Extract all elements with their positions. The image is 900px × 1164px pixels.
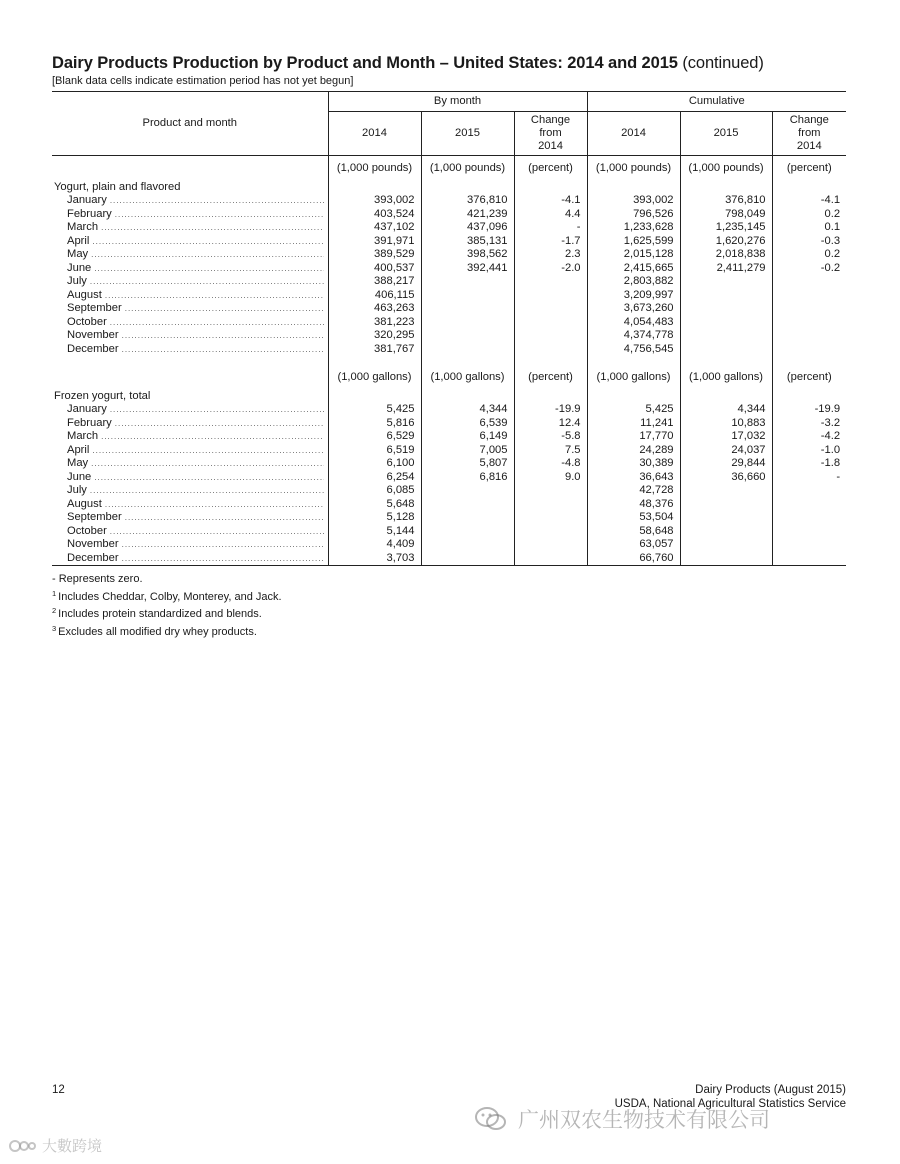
month-change-value: -2.0 (514, 262, 587, 276)
cumulative-2015-value: 10,883 (680, 417, 772, 431)
dot-leader (105, 498, 324, 512)
table-row (52, 498, 846, 512)
month-2015-value: 398,562 (421, 248, 514, 262)
table-row (52, 289, 846, 303)
cumulative-change-value (772, 484, 846, 498)
month-name: January (67, 194, 107, 206)
month-2015-value (421, 329, 514, 343)
cumulative-change-value: 0.2 (772, 248, 846, 262)
month-label-cell (52, 417, 328, 431)
cumulative-2014-value: 1,233,628 (587, 221, 680, 235)
cumulative-change-value: -0.3 (772, 235, 846, 249)
unit-label: (1,000 gallons) (680, 365, 772, 389)
cumulative-2015-value: 2,018,838 (680, 248, 772, 262)
month-2014-value: 5,144 (328, 525, 421, 539)
header-cumulative-2014: 2014 (587, 112, 680, 156)
month-label-cell (52, 511, 328, 525)
cumulative-2014-value: 63,057 (587, 538, 680, 552)
month-change-value: -4.1 (514, 194, 587, 208)
dot-leader (94, 262, 323, 276)
month-2014-value: 388,217 (328, 275, 421, 289)
month-change-value (514, 275, 587, 289)
cumulative-change-value: - (772, 471, 846, 485)
month-2014-value: 403,524 (328, 208, 421, 222)
table-row (52, 194, 846, 208)
month-2014-value: 6,529 (328, 430, 421, 444)
month-2014-value: 5,128 (328, 511, 421, 525)
table-row (52, 403, 846, 417)
cumulative-2014-value: 796,526 (587, 208, 680, 222)
cumulative-change-value (772, 343, 846, 357)
cumulative-change-value (772, 511, 846, 525)
month-name: September (67, 511, 122, 523)
table-row (52, 302, 846, 316)
month-name: July (67, 484, 87, 496)
cumulative-2015-value (680, 275, 772, 289)
header-cumulative: Cumulative (587, 92, 846, 112)
month-2015-value: 421,239 (421, 208, 514, 222)
month-2014-value: 3,703 (328, 552, 421, 566)
cumulative-change-value (772, 525, 846, 539)
month-2014-value: 393,002 (328, 194, 421, 208)
unit-label: (percent) (772, 365, 846, 389)
footnote: - Represents zero. (52, 573, 143, 585)
month-name: April (67, 234, 90, 247)
month-label-cell (52, 343, 328, 357)
dot-leader (125, 511, 324, 525)
page-title (52, 54, 764, 73)
wechat-icon (474, 1106, 508, 1132)
month-2014-value: 389,529 (328, 248, 421, 262)
table-row (52, 471, 846, 485)
unit-label: (1,000 pounds) (680, 156, 772, 181)
month-name: June (67, 470, 92, 483)
cumulative-2014-value: 3,209,997 (587, 289, 680, 303)
unit-label: (1,000 pounds) (587, 156, 680, 181)
dot-leader (91, 248, 323, 262)
month-2015-value: 6,149 (421, 430, 514, 444)
cumulative-change-value: -0.2 (772, 262, 846, 276)
header-by-month: By month (328, 92, 587, 112)
cumulative-change-value: -1.8 (772, 457, 846, 471)
dot-leader (115, 417, 324, 431)
month-label-cell (52, 262, 328, 276)
month-2015-value (421, 343, 514, 357)
month-2014-value: 391,971 (328, 235, 421, 249)
cumulative-2015-value (680, 289, 772, 303)
publication-agency: USDA, National Agricultural Statistics Service (614, 1097, 846, 1110)
month-2015-value (421, 316, 514, 330)
cumulative-2015-value (680, 525, 772, 539)
month-2014-value: 406,115 (328, 289, 421, 303)
table-row (52, 221, 846, 235)
dot-leader (92, 235, 323, 249)
month-change-value: -4.8 (514, 457, 587, 471)
publication-title: Dairy Products (August 2015) (695, 1084, 846, 1096)
brand-logo-icon (8, 1136, 38, 1156)
cumulative-2014-value: 3,673,260 (587, 302, 680, 316)
unit-label: (1,000 gallons) (328, 365, 421, 389)
month-2014-value: 6,519 (328, 444, 421, 458)
month-change-value (514, 552, 587, 566)
dot-leader (90, 275, 324, 289)
cumulative-change-value (772, 275, 846, 289)
dot-leader (105, 289, 324, 303)
table-row (52, 525, 846, 539)
cumulative-2014-value: 11,241 (587, 417, 680, 431)
month-name: October (67, 315, 107, 328)
month-label-cell (52, 208, 328, 222)
footnote: $^3$ Excludes all modified dry whey products. (52, 623, 257, 638)
dot-leader (101, 221, 323, 235)
month-label-cell (52, 221, 328, 235)
cumulative-2015-value: 2,411,279 (680, 262, 772, 276)
dot-leader (110, 194, 324, 208)
unit-label: (percent) (514, 156, 587, 181)
watermark-company: 广州双农生物技术有限公司 (474, 1104, 770, 1134)
table-row (52, 316, 846, 330)
table-row (52, 248, 846, 262)
cumulative-change-value: 0.2 (772, 208, 846, 222)
month-label-cell (52, 403, 328, 417)
footnote: $^2$ Includes protein standardized and blends. (52, 606, 262, 620)
dot-leader (122, 552, 324, 566)
cumulative-change-value (772, 316, 846, 330)
units-row (52, 156, 846, 181)
cumulative-2015-value (680, 538, 772, 552)
month-label-cell (52, 538, 328, 552)
footnotes (52, 573, 282, 639)
cumulative-2015-value: 29,844 (680, 457, 772, 471)
month-label-cell (52, 302, 328, 316)
cumulative-2015-value (680, 329, 772, 343)
cumulative-2015-value (680, 552, 772, 566)
month-label-cell (52, 552, 328, 566)
month-label-cell (52, 194, 328, 208)
month-change-value (514, 498, 587, 512)
cumulative-2014-value: 4,756,545 (587, 343, 680, 357)
month-2014-value: 6,254 (328, 471, 421, 485)
cumulative-2014-value: 58,648 (587, 525, 680, 539)
cumulative-2014-value: 5,425 (587, 403, 680, 417)
cumulative-2015-value (680, 316, 772, 330)
page-number: 12 (52, 1084, 65, 1096)
dot-leader (91, 457, 323, 471)
month-label-cell (52, 484, 328, 498)
month-label-cell (52, 329, 328, 343)
month-name: March (67, 430, 99, 442)
table-row (52, 484, 846, 498)
month-2014-value: 5,425 (328, 403, 421, 417)
month-2015-value: 6,816 (421, 471, 514, 485)
month-name: March (67, 221, 99, 233)
cumulative-2015-value (680, 511, 772, 525)
header-cumulative-change: Change from 2014 (772, 112, 846, 156)
cumulative-change-value (772, 329, 846, 343)
dot-leader (125, 302, 324, 316)
cumulative-2015-value: 24,037 (680, 444, 772, 458)
dot-leader (115, 208, 324, 222)
table-row (52, 235, 846, 249)
cumulative-2014-value: 4,054,483 (587, 316, 680, 330)
month-name: October (67, 524, 107, 537)
header-month-2014: 2014 (328, 112, 421, 156)
header-cumulative-2015: 2015 (680, 112, 772, 156)
month-label-cell (52, 430, 328, 444)
month-2015-value: 6,539 (421, 417, 514, 431)
month-2014-value: 4,409 (328, 538, 421, 552)
month-label-cell (52, 525, 328, 539)
unit-label: (1,000 gallons) (587, 365, 680, 389)
table-row (52, 444, 846, 458)
table-row (52, 457, 846, 471)
month-label-cell (52, 235, 328, 249)
dot-leader (92, 444, 323, 458)
header-row-groups (52, 92, 846, 112)
cumulative-2014-value: 48,376 (587, 498, 680, 512)
month-2015-value: 4,344 (421, 403, 514, 417)
section-header-row (52, 180, 846, 194)
month-name: December (67, 551, 119, 564)
cumulative-2014-value: 17,770 (587, 430, 680, 444)
month-2015-value (421, 289, 514, 303)
month-2014-value: 400,537 (328, 262, 421, 276)
cumulative-change-value (772, 498, 846, 512)
header-product-and-month: Product and month (52, 92, 328, 156)
cumulative-change-value (772, 552, 846, 566)
month-change-value (514, 343, 587, 357)
month-label-cell (52, 316, 328, 330)
month-2014-value: 437,102 (328, 221, 421, 235)
cumulative-2015-value (680, 343, 772, 357)
production-table (52, 91, 846, 566)
dot-leader (101, 430, 323, 444)
month-change-value (514, 538, 587, 552)
month-change-value: 2.3 (514, 248, 587, 262)
unit-label: (1,000 gallons) (421, 365, 514, 389)
month-2014-value: 381,223 (328, 316, 421, 330)
month-name: July (67, 275, 87, 287)
unit-label: (1,000 pounds) (328, 156, 421, 181)
dot-leader (110, 525, 324, 539)
month-2014-value: 463,263 (328, 302, 421, 316)
month-name: November (67, 538, 119, 550)
cumulative-2014-value: 24,289 (587, 444, 680, 458)
product-category: Frozen yogurt, total (54, 390, 151, 402)
table-row (52, 343, 846, 357)
cumulative-2015-value: 376,810 (680, 194, 772, 208)
month-2014-value: 6,085 (328, 484, 421, 498)
month-change-value: 4.4 (514, 208, 587, 222)
header-month-change: Change from 2014 (514, 112, 587, 156)
unit-label: (percent) (772, 156, 846, 181)
section-header-row (52, 389, 846, 403)
month-change-value: 7.5 (514, 444, 587, 458)
month-label-cell (52, 275, 328, 289)
month-2015-value (421, 538, 514, 552)
dot-leader (110, 316, 324, 330)
cumulative-2015-value (680, 498, 772, 512)
month-change-value (514, 302, 587, 316)
cumulative-2015-value: 798,049 (680, 208, 772, 222)
month-name: January (67, 403, 107, 415)
month-2015-value: 385,131 (421, 235, 514, 249)
month-change-value (514, 316, 587, 330)
month-name: February (67, 207, 112, 220)
title-text: Dairy Products Production by Product and Month – United States: 2014 and 2015 (52, 54, 678, 72)
cumulative-2014-value: 53,504 (587, 511, 680, 525)
cumulative-2015-value (680, 484, 772, 498)
unit-label: (percent) (514, 365, 587, 389)
month-name: February (67, 416, 112, 429)
month-label-cell (52, 457, 328, 471)
cumulative-2014-value: 2,015,128 (587, 248, 680, 262)
cumulative-2014-value: 2,415,665 (587, 262, 680, 276)
cumulative-2014-value: 1,625,599 (587, 235, 680, 249)
month-label-cell (52, 444, 328, 458)
month-name: June (67, 261, 92, 274)
month-name: September (67, 302, 122, 314)
month-2015-value (421, 498, 514, 512)
month-2015-value (421, 275, 514, 289)
table-row (52, 538, 846, 552)
month-name: May (67, 248, 89, 260)
cumulative-change-value (772, 538, 846, 552)
dot-leader (94, 471, 323, 485)
cumulative-2015-value: 4,344 (680, 403, 772, 417)
table-row (52, 275, 846, 289)
month-label-cell (52, 471, 328, 485)
dot-leader (122, 343, 324, 357)
cumulative-change-value: -4.2 (772, 430, 846, 444)
month-2014-value: 5,816 (328, 417, 421, 431)
watermark-brand: 大數跨境 (8, 1135, 102, 1156)
month-change-value: - (514, 221, 587, 235)
product-category: Yogurt, plain and flavored (54, 181, 181, 193)
cumulative-change-value (772, 289, 846, 303)
month-change-value (514, 525, 587, 539)
cumulative-2014-value: 393,002 (587, 194, 680, 208)
month-name: November (67, 329, 119, 341)
units-row (52, 365, 846, 389)
month-2014-value: 381,767 (328, 343, 421, 357)
month-change-value (514, 329, 587, 343)
month-2015-value (421, 525, 514, 539)
spacer-row (52, 356, 846, 365)
month-label-cell (52, 498, 328, 512)
month-change-value: -1.7 (514, 235, 587, 249)
cumulative-2014-value: 4,374,778 (587, 329, 680, 343)
month-change-value: -5.8 (514, 430, 587, 444)
cumulative-change-value: -4.1 (772, 194, 846, 208)
cumulative-change-value: -1.0 (772, 444, 846, 458)
month-name: April (67, 443, 90, 456)
month-2015-value: 5,807 (421, 457, 514, 471)
month-2015-value: 7,005 (421, 444, 514, 458)
cumulative-2014-value: 66,760 (587, 552, 680, 566)
month-name: August (67, 288, 102, 301)
table-subtitle: [Blank data cells indicate estimation period has not yet begun] (52, 75, 354, 87)
month-change-value (514, 289, 587, 303)
footnote: $^1$ Includes Cheddar, Colby, Monterey, and Jack. (52, 588, 282, 603)
month-change-value: 9.0 (514, 471, 587, 485)
table-row (52, 511, 846, 525)
header-month-2015: 2015 (421, 112, 514, 156)
cumulative-2014-value: 42,728 (587, 484, 680, 498)
cumulative-change-value (772, 302, 846, 316)
dot-leader (90, 484, 324, 498)
month-name: May (67, 457, 89, 469)
month-name: August (67, 497, 102, 510)
cumulative-2014-value: 2,803,882 (587, 275, 680, 289)
table-row (52, 208, 846, 222)
cumulative-2014-value: 30,389 (587, 457, 680, 471)
month-change-value (514, 484, 587, 498)
month-2015-value (421, 552, 514, 566)
dot-leader (122, 538, 324, 552)
month-label-cell (52, 289, 328, 303)
month-2014-value: 320,295 (328, 329, 421, 343)
month-change-value: -19.9 (514, 403, 587, 417)
table-body (52, 156, 846, 566)
month-2015-value: 392,441 (421, 262, 514, 276)
month-change-value (514, 511, 587, 525)
cumulative-2015-value: 1,620,276 (680, 235, 772, 249)
month-2015-value (421, 302, 514, 316)
month-2015-value: 437,096 (421, 221, 514, 235)
month-name: December (67, 342, 119, 355)
month-2015-value: 376,810 (421, 194, 514, 208)
cumulative-2015-value: 17,032 (680, 430, 772, 444)
month-label-cell (52, 248, 328, 262)
table-row (52, 262, 846, 276)
cumulative-change-value: -19.9 (772, 403, 846, 417)
cumulative-2015-value: 1,235,145 (680, 221, 772, 235)
table-row (52, 417, 846, 431)
dot-leader (110, 403, 324, 417)
month-2015-value (421, 484, 514, 498)
cumulative-2015-value (680, 302, 772, 316)
table-row (52, 552, 846, 566)
month-2014-value: 6,100 (328, 457, 421, 471)
title-suffix: (continued) (682, 54, 764, 72)
dot-leader (122, 329, 324, 343)
cumulative-change-value: 0.1 (772, 221, 846, 235)
cumulative-change-value: -3.2 (772, 417, 846, 431)
month-2015-value (421, 511, 514, 525)
month-change-value: 12.4 (514, 417, 587, 431)
table-row (52, 329, 846, 343)
table-row (52, 430, 846, 444)
unit-label: (1,000 pounds) (421, 156, 514, 181)
month-2014-value: 5,648 (328, 498, 421, 512)
cumulative-2015-value: 36,660 (680, 471, 772, 485)
cumulative-2014-value: 36,643 (587, 471, 680, 485)
